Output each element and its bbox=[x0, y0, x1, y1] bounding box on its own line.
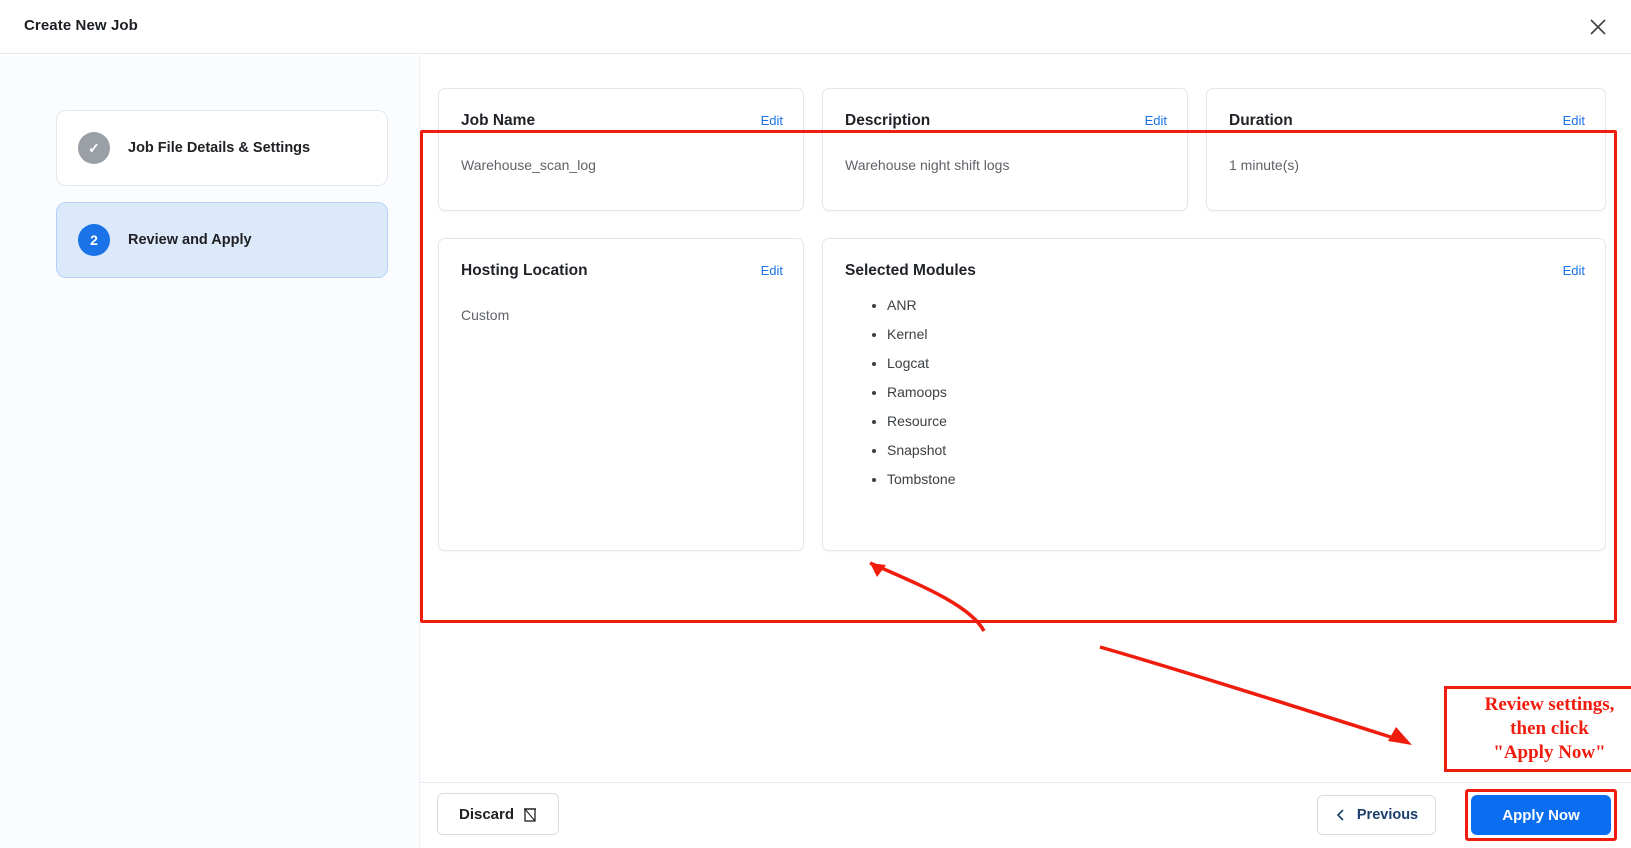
previous-button[interactable] bbox=[1317, 795, 1436, 835]
card-value: Warehouse_scan_log bbox=[461, 157, 596, 173]
step-complete-icon: ✓ bbox=[78, 132, 110, 164]
apply-now-label: Apply Now bbox=[1502, 806, 1580, 824]
step-label-2: Review and Apply bbox=[128, 232, 252, 248]
list-item: • Snapshot bbox=[887, 436, 955, 465]
card-value: Warehouse night shift logs bbox=[845, 157, 1010, 173]
edit-selected-modules-link[interactable]: Edit bbox=[1562, 263, 1585, 278]
list-item: • Ramoops bbox=[887, 378, 955, 407]
selected-modules-list bbox=[865, 291, 955, 494]
review-content-area bbox=[420, 55, 1631, 783]
summary-card-hosting-location bbox=[438, 238, 804, 551]
card-title: Duration bbox=[1229, 112, 1293, 129]
dialog-footer bbox=[420, 783, 1631, 848]
card-title: Selected Modules bbox=[845, 262, 976, 279]
discard-button[interactable] bbox=[437, 793, 559, 835]
trash-icon bbox=[523, 806, 537, 822]
dialog-title: Create New Job bbox=[24, 17, 138, 34]
annotation-line-1: Review settings, bbox=[1484, 694, 1615, 715]
discard-label: Discard bbox=[458, 805, 515, 823]
card-value: Custom bbox=[461, 307, 510, 323]
step-number-badge: 2 bbox=[78, 224, 110, 256]
card-title: Hosting Location bbox=[461, 262, 588, 279]
summary-cards bbox=[428, 78, 1617, 560]
card-value: 1 minute(s) bbox=[1229, 157, 1300, 173]
chevron-left-icon bbox=[1335, 808, 1347, 822]
sidebar-item-review-and-apply[interactable] bbox=[56, 202, 388, 278]
list-item: • Resource bbox=[887, 407, 955, 436]
edit-hosting-location-link[interactable]: Edit bbox=[760, 263, 783, 278]
card-title: Job Name bbox=[461, 112, 536, 129]
summary-card-selected-modules bbox=[822, 238, 1606, 551]
card-title: Description bbox=[845, 112, 931, 129]
annotation-line-2: then click bbox=[1510, 718, 1589, 739]
previous-label: Previous bbox=[1356, 807, 1419, 823]
apply-now-button[interactable] bbox=[1471, 795, 1611, 835]
list-item: • ANR bbox=[887, 291, 955, 320]
summary-card-duration bbox=[1206, 88, 1606, 211]
step-label-1: Job File Details & Settings bbox=[128, 140, 311, 156]
annotation-line-3: "Apply Now" bbox=[1493, 742, 1606, 763]
list-item: • Tombstone bbox=[887, 465, 955, 494]
edit-description-link[interactable]: Edit bbox=[1144, 113, 1167, 128]
edit-job-name-link[interactable]: Edit bbox=[760, 113, 783, 128]
edit-duration-link[interactable]: Edit bbox=[1562, 113, 1585, 128]
list-item: • Kernel bbox=[887, 320, 955, 349]
wizard-stepper bbox=[0, 55, 420, 848]
close-icon[interactable] bbox=[1585, 14, 1611, 40]
main-panel bbox=[420, 55, 1631, 848]
summary-card-description bbox=[822, 88, 1188, 211]
sidebar-item-job-file-details[interactable] bbox=[56, 110, 388, 186]
dialog-titlebar bbox=[0, 0, 1631, 54]
list-item: • Logcat bbox=[887, 349, 955, 378]
summary-card-job-name bbox=[438, 88, 804, 211]
annotation-callout bbox=[1444, 686, 1631, 772]
